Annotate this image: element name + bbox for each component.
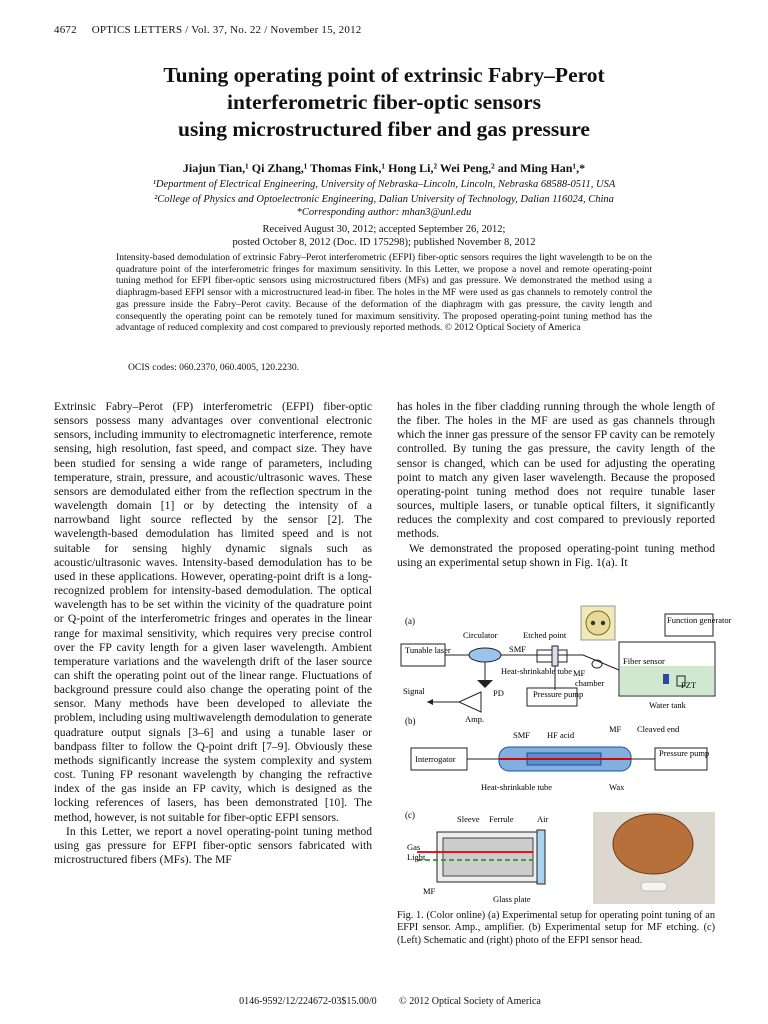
pressure-pump-label: Pressure pump [533,689,584,699]
air-label: Air [537,814,549,824]
paragraph: Extrinsic Fabry–Perot (FP) interferometric (EFPI) fiber-optic sensors possess many advantages over conventional electronic sensors, including immunity to electromagnetic interference, remote sensing, high resolution, fast speed, and compact size. They have been studied for sensing a wide range of parameters, including temperature, strain, pressure, and acoustic/ultrasonic waves. These sensors are demodulated either from the reflection spectrum in the wavelength domain [1] or by detecting the intensity of a narrowband light source reflected by the sensor [2]. The wavelength-based demodulation has limited speed and is not suitable for sensing highly dynamic signals such as acoustic/ultrasonic waves. Intensity-based demodulation has to be used in these applications. However, operating-point drift is a long-recognized problem for intensity-based demodulation. The optical wavelength has to be set within the vicinity of the quadrature point or Q-point of the interferometric fringes and operates in the linear range for maximal sensitivity, which requires very precise control over the FP cavity length for a given laser wavelength. Ambient temperature variations and the wavelength drift of the laser source can shift the operating point out of the linear range. Fluctuations of background pressure could also change the operating point of the sensor. Many methods have been developed to alleviate the problem, including using multiwavelength demodulation to generate quadrature output signals [3–6] and using a tunable laser or bandpass filter to follow the Q-point drift [7–9]. Obviously these methods significantly increase the system complexity and system cost. Tuning FP resonant wavelength by changing the refractive index of the gas inside an FP cavity, which is designed as the locking references of lasers, has been demonstrated [10]. The method, however, is not suitable for fiber-optic EFPI sensors. [54,400,372,824]
page-footer [200,996,580,1007]
gas-label: Gas [407,842,421,852]
corresponding-author: *Corresponding author: mhan3@unl.edu [296,207,472,218]
panel-a-label: (a) [405,616,415,626]
abstract: Intensity-based demodulation of extrinsic Fabry–Perot interferometric (EFPI) fiber-optic sensors requires the light wavelength to be on the quadrature point of the interferometric fringes for maximum sensitivity. In this Letter, we propose a novel and remote operating-point tuning method for EFPI fiber-optic sensors using microstructured fibers (MFs) and gas pressure. We demonstrated the method using a diaphragm-based EFPI sensor with a microstructured lead-in fiber. The holes in the MF were used as gas channels to remotely control the gas pressure inside the Fabry–Perot cavity. Because of the deformation of the diaphragm with gas pressure, the cavity length and consequently the operating point can be remotely tuned for maximum sensitivity. The proposed operating-point tuning method has the advantage of reduced complexity and cost compared to previously reported methods. © 2012 Optical Society of America [116,252,652,334]
figure-1 [397,604,732,904]
pzt-label: PZT [681,680,697,690]
affiliation-1: ¹Department of Electrical Engineering, University of Nebraska–Lincoln, Lincoln, Nebraska 68588-0511, USA [152,179,616,190]
ocis-codes: OCIS codes: 060.2370, 060.4005, 120.2230. [128,362,300,373]
title-line: Tuning operating point of extrinsic Fabry–Perot [163,63,605,87]
heat-shrink-label-b: Heat-shrinkable tube [481,782,553,792]
mf-label-b: MF [609,724,622,734]
paragraph: has holes in the fiber cladding running through the whole length of the fiber. The holes in the MF are used as gas channels through which the inner gas pressure of the sensor FP cavity can be remotely controlled. By tuning the gas pressure, the cavity length of the sensor is changed, which can be used for adjusting the operating point to match any given laser wavelength. Because the proposed operating-point tuning method does not require tunable laser sources, multiple lasers, or tunable optical filters, it significantly reduces the complexity and cost compared to previously reported methods. [397,400,715,541]
paragraph: In this Letter, we report a novel operating-point tuning method using gas pressure for EFPI fiber-optic sensors fabricated with microstructured fibers (MFs). The MF [54,824,372,866]
water-tank-label: Water tank [649,700,686,710]
glass-plate-label: Glass plate [493,894,531,904]
dates-line: Received August 30, 2012; accepted September 26, 2012; [262,224,506,235]
smf-label: SMF [509,644,527,654]
body-column-left [54,400,372,867]
glass-plate [537,830,545,884]
wax-label: Wax [609,782,625,792]
journal-info: OPTICS LETTERS / Vol. 37, No. 22 / November 15, 2012 [91,24,362,36]
mf-label-c: MF [423,886,436,896]
signal-label: Signal [403,686,425,696]
author-list: Jiajun Tian,¹ Qi Zhang,¹ Thomas Fink,¹ Hong Li,² Wei Peng,² and Ming Han¹,* [182,161,586,175]
fiber-sensor-label: Fiber sensor [623,656,665,666]
title-line: using microstructured fiber and gas pressure [178,117,590,141]
paragraph: We demonstrated the proposed operating-point tuning method using an experimental setup shown in Fig. 1(a). It [397,541,715,569]
figure-caption: Fig. 1. (Color online) (a) Experimental setup for operating point tuning of an EFPI sensor. Amp., amplifier. (b) Experimental setup for MF etching. (c) (Left) Schematic and (right) photo of the EFPI sensor head. [397,910,715,946]
article-code: 0146-9592/12/224672-03$15.00/0 [239,996,377,1007]
body-column-right [397,400,715,570]
smf-label-b: SMF [513,730,531,740]
pressure-pump-label-b: Pressure pump [659,748,710,758]
coin-image [613,814,693,874]
page-number: 4672 [54,24,77,36]
panel-b-label: (b) [405,716,416,726]
mf-label-a: MF [573,668,586,678]
title-line: interferometric fiber-optic sensors [226,90,542,114]
dates-line: posted October 8, 2012 (Doc. ID 175298); published November 8, 2012 [232,237,536,248]
amp-label: Amp. [465,714,485,724]
publication-dates [60,223,708,249]
interrogator-label: Interrogator [415,754,456,764]
affiliation-2: ²College of Physics and Optoelectronic Engineering, Dalian University of Technology, Dalian 116024, China [154,194,614,205]
light-label: Light [407,852,426,862]
circulator-icon [469,648,501,662]
copyright: © 2012 Optical Society of America [399,996,541,1007]
sleeve-label: Sleeve [457,814,480,824]
ferrule-label: Ferrule [489,814,514,824]
circulator-label: Circulator [463,630,498,640]
heat-shrink-label: Heat-shrinkable tube [501,666,573,676]
etched-point-label: Etched point [523,630,567,640]
sensor-head-photo [641,882,667,891]
running-header [54,24,373,36]
article-title [60,62,708,143]
hf-acid-label: HF acid [547,730,575,740]
function-generator-label: Function generator [667,615,732,625]
pd-label: PD [493,688,504,698]
panel-c-label: (c) [405,810,415,820]
sensor-head [663,674,669,684]
chamber-label: chamber [575,678,605,688]
cleaved-end-label: Cleaved end [637,724,680,734]
tunable-laser-label: Tunable laser [405,645,451,655]
